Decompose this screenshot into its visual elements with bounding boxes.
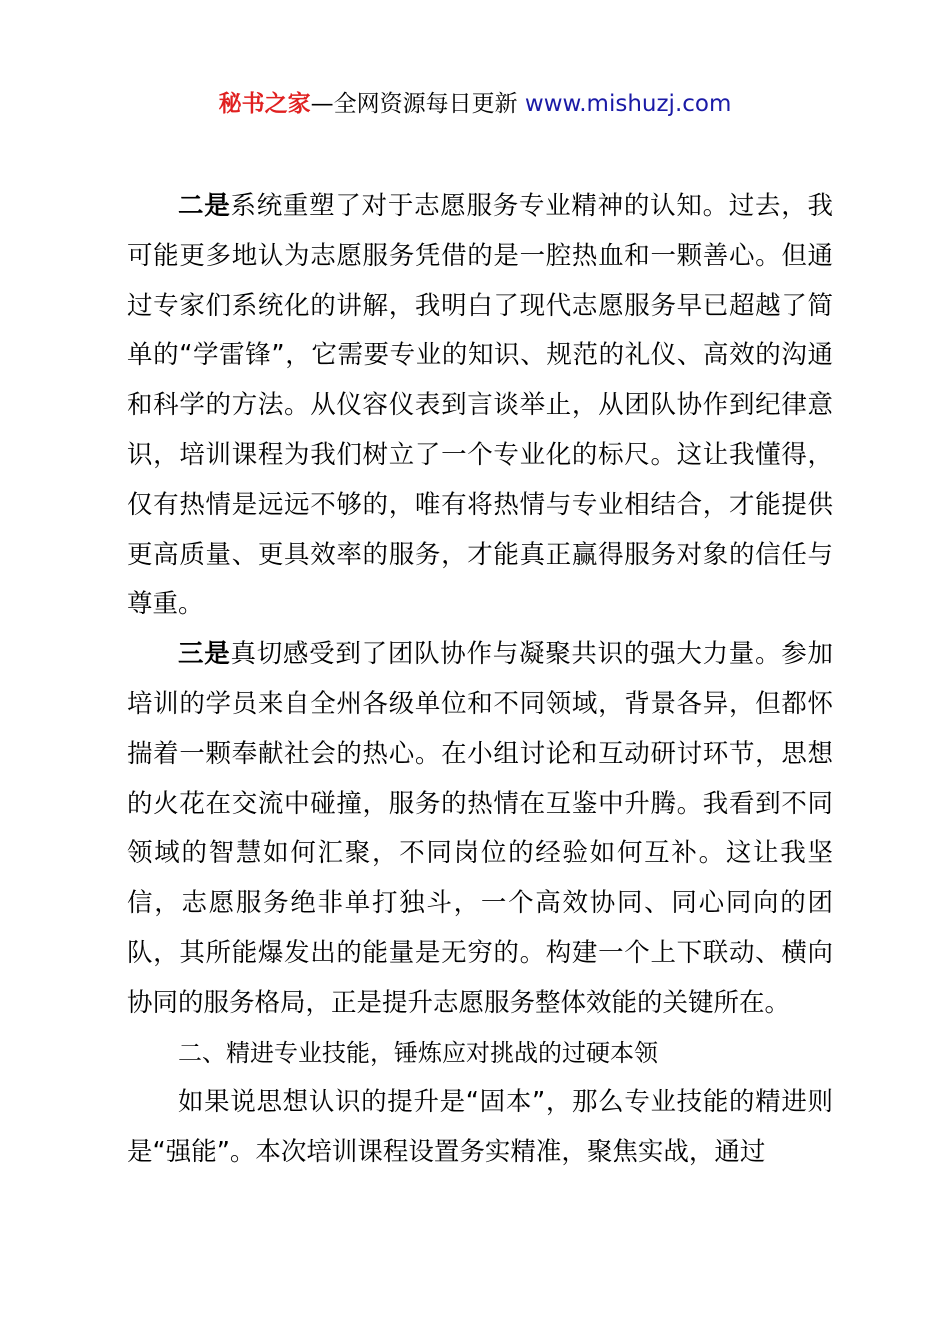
paragraph-point-two: [127, 182, 833, 630]
brand-name: 秘书之家: [218, 91, 311, 117]
paragraph-text: 真切感受到了团队协作与凝聚共识的强大力量。参加培训的学员来自全州各级单位和不同领域，背景各异，但都怀揣着一颗奉献社会的热心。在小组讨论和互动研讨环节，思想的火花在交流中碰撞，服务的热情在互鉴中升腾。我看到不同领域的智慧如何汇聚，不同岗位的经验如何互补。这让我坚信，志愿服务绝非单打独斗，一个高效协同、同心同向的团队，其所能爆发出的能量是无穷的。构建一个上下联动、横向协同的服务格局，正是提升志愿服务整体效能的关键所在。: [127, 639, 833, 1018]
header-tagline: —全网资源每日更新: [310, 91, 518, 117]
site-header: [0, 88, 950, 120]
closing-paragraph: 如果说思想认识的提升是“固本”，那么专业技能的精进则是“强能”。本次培训课程设置务实精准，聚焦实战，通过: [127, 1087, 833, 1168]
section-heading: 二、精进专业技能，锤炼应对挑战的过硬本领: [178, 1038, 658, 1067]
paragraph-point-three: [127, 630, 833, 1028]
paragraph-text: 系统重塑了对于志愿服务专业精神的认知。过去，我可能更多地认为志愿服务凭借的是一腔热血和一颗善心。但通过专家们系统化的讲解，我明白了现代志愿服务早已超越了简单的“学雷锋”，它需要专业的知识、规范的礼仪、高效的沟通和科学的方法。从仪容仪表到言谈举止，从团队协作到纪律意识，培训课程为我们树立了一个专业化的标尺。这让我懂得，仅有热情是远远不够的，唯有将热情与专业相结合，才能提供更高质量、更具效率的服务，才能真正赢得服务对象的信任与尊重。: [127, 191, 833, 620]
paragraph-lead: 二是: [178, 191, 231, 221]
site-url-link[interactable]: www.mishuzj.com: [524, 91, 732, 117]
paragraph-lead: 三是: [178, 639, 231, 670]
document-body: [127, 182, 833, 1178]
